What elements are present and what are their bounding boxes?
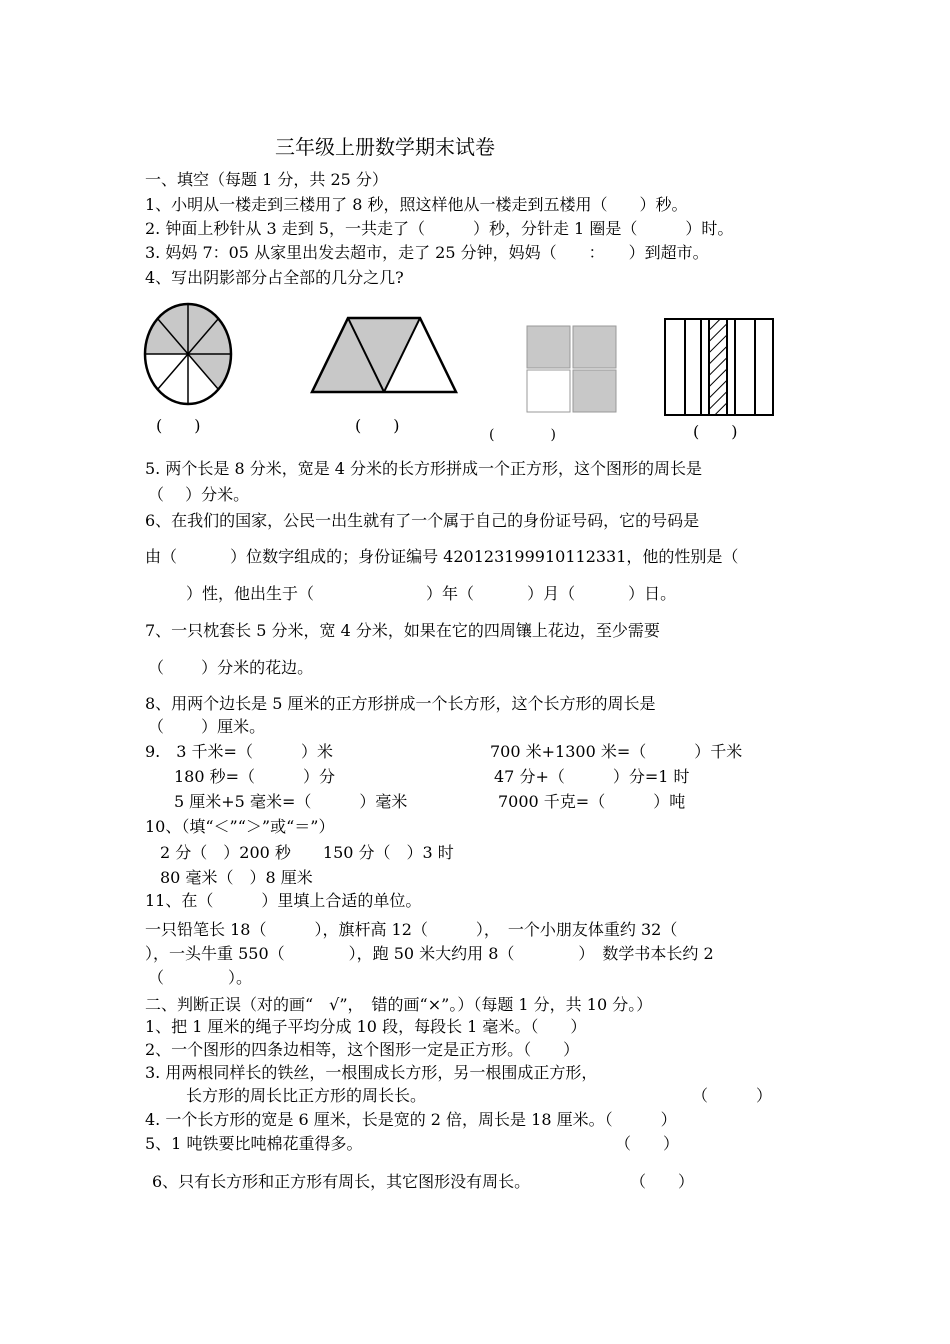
hatched-strip: [709, 319, 727, 415]
question-11-line-1: 一只铅笔长 18（ ），旗杆高 12（ ）， 一个小朋友体重约 32（: [145, 920, 678, 939]
judge-question-3-cont: 长方形的周长比正方形的周长长。: [186, 1086, 427, 1105]
squares-fraction-figure: [526, 325, 618, 413]
question-5: 5. 两个长是 8 分米，宽是 4 分米的长方形拼成一个正方形，这个图形的周长是: [145, 459, 703, 478]
question-11-line-2: ），一头牛重 550（ ），跑 50 米大约用 8（ ） 数学书本长约 2: [145, 944, 714, 963]
judge-question-1: 1、把 1 厘米的绳子平均分成 10 段，每段长 1 毫米。（ ）: [145, 1017, 587, 1036]
question-7-cont: （ ）分米的花边。: [148, 658, 314, 677]
question-4: 4、写出阴影部分占全部的几分之几?: [145, 268, 404, 287]
circle-sector: [188, 354, 231, 389]
trapezoid-fraction-figure: [310, 316, 458, 394]
section1-heading: 一、填空（每题 1 分，共 25 分）: [145, 170, 388, 189]
question-6-cont: 由（ ）位数字组成的；身份证编号 420123199910112331，他的性别是（: [145, 547, 739, 566]
question-6-cont2: ）性，他出生于（ ）年（ ）月（ ）日。: [186, 584, 677, 603]
question-10-row-1: 2 分（ ）200 秒 150 分（ ）3 时: [160, 843, 454, 862]
question-9-row-2-right: 47 分+（ ）分=1 时: [494, 767, 690, 786]
square-cell: [573, 326, 616, 368]
section2-heading: 二、判断正误（对的画“ √”， 错的画“×”。）（每题 1 分，共 10 分。）: [145, 995, 653, 1014]
figure-1-answer-bracket: ( ): [156, 416, 201, 435]
judge-question-6: 6、只有长方形和正方形有周长，其它图形没有周长。: [152, 1172, 531, 1191]
judge-question-6-bracket: （ ）: [630, 1172, 695, 1191]
question-8-cont: （ ）厘米。: [148, 717, 266, 736]
question-9-row-1-right: 700 米+1300 米=（ ）千米: [490, 742, 743, 761]
question-5-cont: （ ）分米。: [148, 485, 250, 504]
question-9-row-3-right: 7000 千克=（ ）吨: [498, 792, 686, 811]
figure-2-answer-bracket: ( ): [355, 416, 400, 435]
question-9-row-2-left: 180 秒=（ ）分: [174, 767, 336, 786]
figure-3-answer-bracket: ( ): [489, 427, 556, 443]
question-11: 11、在（ ）里填上合适的单位。: [145, 891, 422, 910]
square-cell: [573, 370, 616, 412]
square-cell: [527, 326, 570, 368]
question-3: 3. 妈妈 7：05 从家里出发去超市，走了 25 分钟，妈妈（ ： ）到超市。: [145, 243, 709, 262]
judge-question-3: 3. 用两根同样长的铁丝，一根围成长方形，另一根围成正方形，: [145, 1063, 598, 1082]
judge-question-5: 5、1 吨铁要比吨棉花重得多。: [145, 1134, 363, 1153]
judge-question-2: 2、一个图形的四条边相等，这个图形一定是正方形。（ ）: [145, 1040, 580, 1059]
question-6: 6、在我们的国家，公民一出生就有了一个属于自己的身份证号码，它的号码是: [145, 511, 700, 530]
judge-question-3-bracket: （ ）: [692, 1086, 773, 1105]
question-1: 1、小明从一楼走到三楼用了 8 秒，照这样他从一楼走到五楼用（ ）秒。: [145, 195, 688, 214]
judge-question-4: 4. 一个长方形的宽是 6 厘米，长是宽的 2 倍，周长是 18 厘米。（ ）: [145, 1110, 677, 1129]
figure-4-answer-bracket: ( ): [693, 422, 738, 441]
question-10-row-2: 80 毫米（ ）8 厘米: [160, 868, 313, 887]
question-9-row-3-left: 5 厘米+5 毫米=（ ）毫米: [174, 792, 408, 811]
judge-question-5-bracket: （ ）: [615, 1134, 680, 1153]
question-8: 8、用两个边长是 5 厘米的正方形拼成一个长方形，这个长方形的周长是: [145, 694, 656, 713]
square-cell: [527, 370, 570, 412]
circle-fraction-figure: [143, 302, 233, 406]
strips-fraction-figure: [664, 318, 774, 416]
question-10: 10、（填“＜”“＞”或“＝”）: [145, 817, 335, 836]
question-2: 2. 钟面上秒针从 3 走到 5，一共走了（ ）秒，分针走 1 圈是（ ）时。: [145, 219, 734, 238]
question-9-row-1-left: 9. 3 千米=（ ）米: [145, 742, 333, 761]
page-title: 三年级上册数学期末试卷: [275, 135, 495, 159]
question-7: 7、一只枕套长 5 分米，宽 4 分米，如果在它的四周镶上花边，至少需要: [145, 621, 660, 640]
question-11-line-3: （ ）。: [148, 968, 253, 987]
